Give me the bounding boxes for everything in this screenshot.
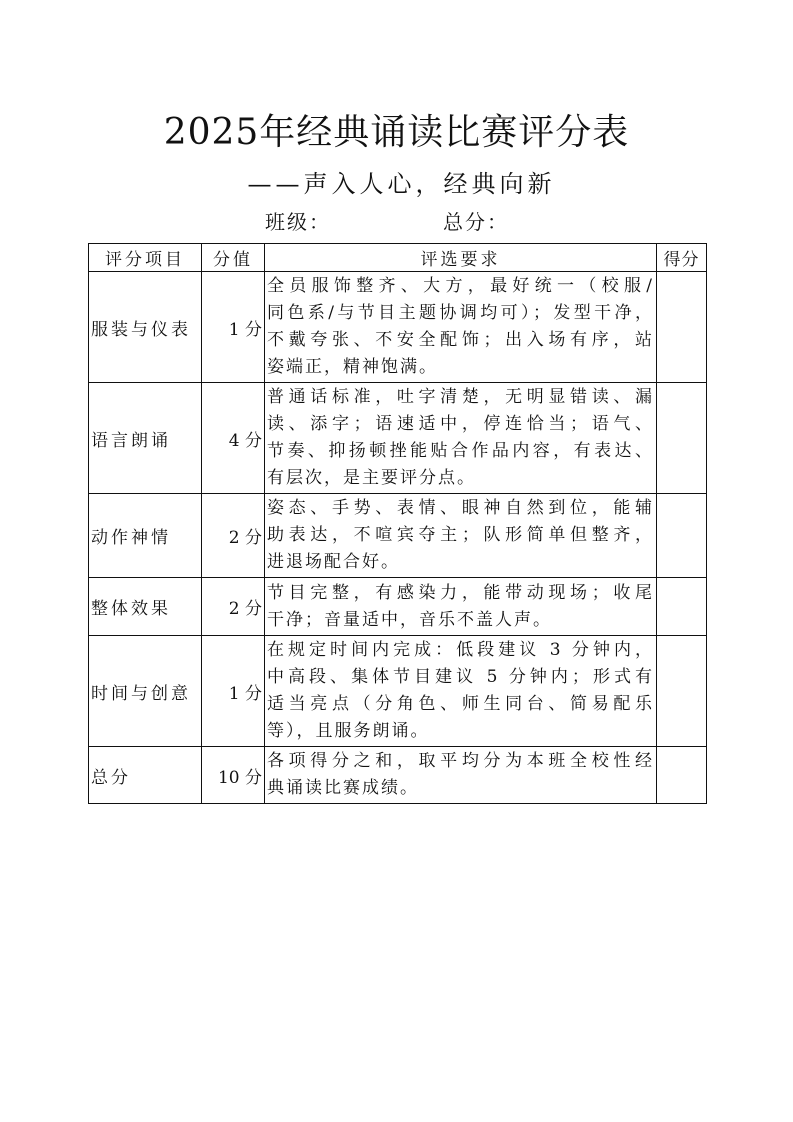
obtained-score-cell[interactable] [657,578,707,636]
requirement-line: 等），且服务朗诵。 [267,721,430,741]
score-cell: 4 分 [202,383,265,494]
requirement-line: 同色系/与节目主题协调均可）；发型干净， [267,303,654,323]
requirements-cell [265,494,657,578]
header-requirements: 评选要求 [265,244,657,272]
obtained-score-cell[interactable] [657,272,707,383]
item-cell: 动作神情 [89,494,202,578]
requirement-line: 全员服饰整齐、大方，最好统一（校服/ [267,276,654,296]
requirement-line: 有层次，是主要评分点。 [267,468,476,488]
requirement-line: 节目完整，有感染力，能带动现场；收尾 [267,582,654,603]
score-cell: 1 分 [202,636,265,747]
obtained-score-cell[interactable] [657,494,707,578]
header-obtained: 得分 [657,244,707,272]
requirements-cell [265,747,657,804]
table-row [89,494,707,578]
requirement-line: 助表达，不喧宾夺主；队形简单但整齐， [267,525,654,545]
header-score: 分值 [202,244,265,272]
requirement-line: 中高段、集体节目建议 5 分钟内；形式有 [267,667,654,687]
requirement-line: 典诵读比赛成绩。 [267,778,419,798]
requirement-line: 读、添字；语速适中，停连恰当；语气、 [267,414,654,434]
requirement-line: 在规定时间内完成：低段建议 3 分钟内， [267,640,654,660]
class-label: 班级： [265,210,331,234]
item-cell: 时间与创意 [89,636,202,747]
header-item: 评分项目 [89,244,202,272]
table-row [89,272,707,383]
score-cell: 1 分 [202,272,265,383]
item-cell: 整体效果 [89,578,202,636]
score-cell: 10 分 [202,747,265,804]
page-subtitle: ——声入人心，经典向新 [247,170,556,198]
table-row [89,747,707,804]
requirements-cell [265,383,657,494]
table-row [89,636,707,747]
table-header-row [89,244,707,272]
score-cell: 2 分 [202,578,265,636]
table-row [89,578,707,636]
scoring-table [88,243,707,804]
obtained-score-cell[interactable] [657,636,707,747]
obtained-score-cell[interactable] [657,747,707,804]
requirement-line: 适当亮点（分角色、师生同台、简易配乐 [267,694,654,714]
requirement-line: 姿端正，精神饱满。 [267,357,438,377]
requirement-line: 普通话标准，吐字清楚，无明显错读、漏 [267,387,654,407]
item-cell: 服装与仪表 [89,272,202,383]
requirement-line: 节奏、抑扬顿挫能贴合作品内容，有表达、 [267,441,654,461]
requirement-line: 不戴夸张、不安全配饰；出入场有序，站 [267,330,654,350]
requirements-cell [265,636,657,747]
item-cell: 总分 [89,747,202,804]
total-score-label: 总分： [443,210,509,234]
page-title: 2025年经典诵读比赛评分表 [163,112,630,153]
obtained-score-cell[interactable] [657,383,707,494]
table-row [89,383,707,494]
item-cell: 语言朗诵 [89,383,202,494]
requirement-line: 干净；音量适中，音乐不盖人声。 [267,609,552,630]
score-cell: 2 分 [202,494,265,578]
requirement-line: 进退场配合好。 [267,552,400,572]
requirements-cell [265,272,657,383]
requirement-line: 各项得分之和，取平均分为本班全校性经 [267,751,654,771]
requirement-line: 姿态、手势、表情、眼神自然到位，能辅 [267,498,654,518]
requirements-cell [265,578,657,636]
